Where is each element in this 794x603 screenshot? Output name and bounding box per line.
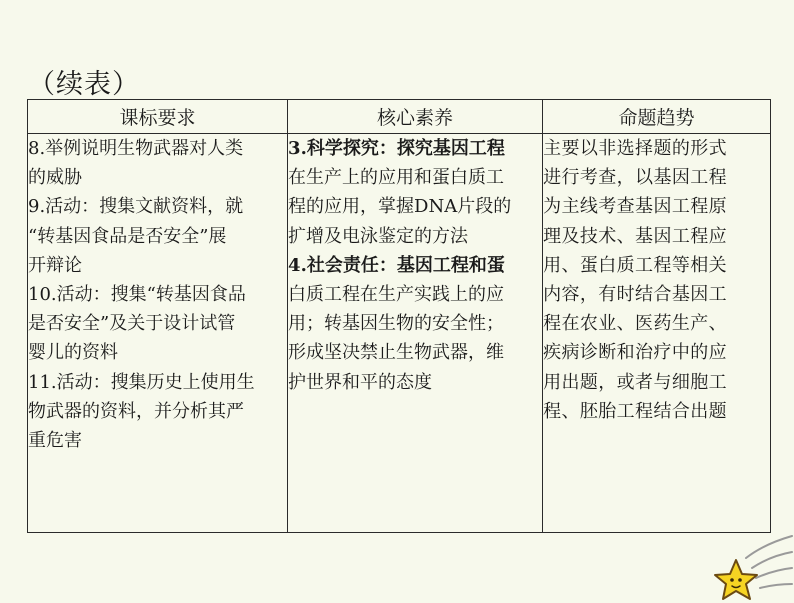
requirement-line: 9.活动：搜集文献资料，就 xyxy=(28,196,244,218)
header-curriculum-requirements: 课标要求 xyxy=(28,100,288,134)
trend-line: 程、胚胎工程结合出题 xyxy=(543,400,728,422)
cell-exam-trends xyxy=(543,134,771,533)
requirement-line: 11.活动：搜集历史上使用生 xyxy=(28,371,255,393)
trend-line: 进行考查，以基因工程 xyxy=(543,167,728,189)
cell-curriculum-requirements xyxy=(28,134,288,533)
requirement-line: 10.活动：搜集“转基因食品 xyxy=(28,284,246,306)
trend-line: 疾病诊断和治疗中的应 xyxy=(543,342,728,364)
competency-heading-responsibility: 4.社会责任：基因工程和蛋 xyxy=(288,254,505,276)
table-caption: （续表） xyxy=(28,69,140,100)
table-header-row xyxy=(28,100,771,134)
cell-core-competencies xyxy=(288,134,543,533)
trend-line: 内容，有时结合基因工 xyxy=(543,284,728,306)
competency-heading-science: 3.科学探究：探究基因工程 xyxy=(288,138,505,159)
requirement-line: 重危害 xyxy=(28,430,82,452)
requirement-line: 是否安全”及关于设计试管 xyxy=(28,313,236,335)
shooting-star-icon xyxy=(706,522,794,603)
requirement-line: 8.举例说明生物武器对人类 xyxy=(28,138,244,159)
competency-line: 程的应用，掌握DNA片段的 xyxy=(288,196,512,218)
competency-line: 在生产上的应用和蛋白质工 xyxy=(288,167,505,189)
trend-line: 程在农业、医药生产、 xyxy=(543,313,728,335)
trend-line: 理及技术、基因工程应 xyxy=(543,225,728,247)
table-row xyxy=(28,134,771,533)
competency-line: 形成坚决禁止生物武器，维 xyxy=(288,342,505,364)
competency-line: 扩增及电泳鉴定的方法 xyxy=(288,225,469,247)
requirement-line: 物武器的资料，并分析其严 xyxy=(28,400,244,422)
requirement-line: 开辩论 xyxy=(28,254,82,276)
competency-line: 护世界和平的态度 xyxy=(288,371,433,393)
trend-line: 主要以非选择题的形式 xyxy=(543,138,728,159)
trend-line: 用出题，或者与细胞工 xyxy=(543,371,728,393)
requirement-line: 的威胁 xyxy=(28,167,82,189)
competency-line: 用；转基因生物的安全性； xyxy=(288,313,505,335)
curriculum-table xyxy=(27,99,771,533)
header-exam-trends: 命题趋势 xyxy=(543,100,771,134)
trend-line: 用、蛋白质工程等相关 xyxy=(543,254,728,276)
requirement-line: “转基因食品是否安全”展 xyxy=(28,225,227,247)
header-core-competencies: 核心素养 xyxy=(288,100,543,134)
competency-line: 白质工程在生产实践上的应 xyxy=(288,284,505,306)
requirement-line: 婴儿的资料 xyxy=(28,342,118,364)
trend-line: 为主线考查基因工程原 xyxy=(543,196,728,218)
